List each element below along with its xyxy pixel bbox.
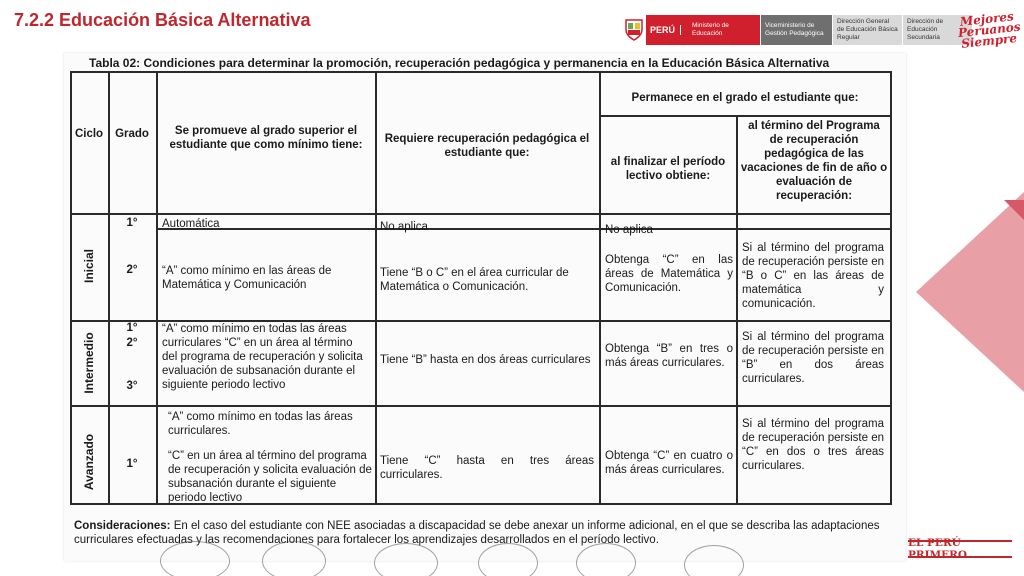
intermedio-termino: Si al término del programa de recuperación persiste en “B” en dos áreas curriculares. bbox=[742, 331, 884, 385]
inicial-g1-promueve: Automática bbox=[162, 218, 220, 230]
direction-label: Dirección de Educación Secundaria bbox=[902, 15, 972, 45]
peru-shield-icon bbox=[622, 15, 646, 45]
ministry-label: Ministerio de Educación bbox=[692, 15, 760, 45]
inicial-grado-2: 2° bbox=[126, 264, 138, 276]
vice-ministry-label: Viceministerio de Gestión Pedagógica bbox=[760, 15, 832, 45]
considerations-text: En el caso del estudiante con NEE asociadas a discapacidad se debe anexar un informe adicional, en el que se describa las adaptaciones curriculares efectuadas y las recomendaciones para fortalecer los aprendizajes desarrollados en el período lectivo. bbox=[74, 520, 880, 546]
cycle-inicial: Inicial bbox=[82, 249, 96, 284]
header-termino: al término del Programa de recuperación pedagógica de las vacaciones de fin de año o evaluación de recuperación: bbox=[740, 120, 888, 202]
inicial-g2-promueve: “A” como mínimo en las áreas de Matemática y Comunicación bbox=[162, 265, 332, 291]
avanzado-termino: Si al término del programa de recuperación persiste en “C” en dos o tres áreas curriculares. bbox=[742, 418, 884, 472]
footer-logo: EL PERÚ PRIMERO bbox=[908, 540, 1012, 558]
intermedio-grado-1: 1° bbox=[126, 322, 138, 334]
ministry-banner bbox=[622, 15, 972, 45]
header-finalizar: al finalizar el período lectivo obtiene: bbox=[610, 156, 726, 182]
inicial-g2-recuperacion: Tiene “B o C” en el área curricular de Matemática o Comunicación. bbox=[380, 267, 569, 293]
inicial-g2-finalizar: Obtenga “C” en las áreas de Matemática y Comunicación. bbox=[605, 254, 733, 294]
intermedio-grado-3: 3° bbox=[126, 380, 138, 392]
decor-triangle-small bbox=[1004, 200, 1024, 220]
avanzado-finalizar: Obtenga “C” en cuatro o más áreas curriculares. bbox=[605, 450, 733, 476]
intermedio-finalizar: Obtenga “B” en tres o más áreas curriculares. bbox=[605, 343, 733, 369]
header-permanece: Permanece en el grado el estudiante que: bbox=[631, 92, 859, 104]
stamp-seal bbox=[576, 543, 636, 576]
inicial-g1-recuperacion: No aplica bbox=[380, 221, 428, 233]
inicial-g2-termino: Si al término del programa de recuperación persiste en “B o C” en las áreas de matemática y comunicación. bbox=[742, 242, 884, 310]
cycle-avanzado: Avanzado bbox=[82, 433, 96, 491]
intermedio-recuperacion: Tiene “B” hasta en dos áreas curriculares bbox=[380, 354, 591, 366]
header-promueve: Se promueve al grado superior el estudiante que como mínimo tiene: bbox=[169, 125, 363, 151]
country-label: PERÚ bbox=[650, 25, 681, 35]
header-ciclo: Ciclo bbox=[74, 128, 104, 140]
header-grado: Grado bbox=[115, 128, 149, 140]
scanned-document bbox=[64, 53, 906, 561]
intermedio-grado-2: 2° bbox=[126, 337, 138, 349]
header-recuperacion: Requiere recuperación pedagógica el estudiante que: bbox=[384, 133, 590, 159]
peru-block bbox=[646, 15, 692, 45]
avanzado-promueve-a: “A” como mínimo en todas las áreas curriculares. bbox=[168, 411, 353, 437]
brand-logo: Mejores Peruanos Siempre bbox=[957, 9, 1022, 51]
inicial-g1-finalizar: No aplica bbox=[605, 224, 653, 236]
stamp-seal bbox=[160, 541, 230, 576]
table-title: Tabla 02: Condiciones para determinar la promoción, recuperación pedagógica y permanencia en la Educación Básica Alternativa bbox=[89, 56, 830, 70]
intermedio-promueve: “A” como mínimo en todas las áreas curriculares “C” en un área al término del programa de recuperación y solicita evaluación de subsanación durante el siguiente periodo lectivo bbox=[162, 323, 363, 391]
avanzado-grado: 1° bbox=[126, 458, 138, 470]
stamp-seal bbox=[374, 543, 438, 576]
general-direction-label: Dirección General de Educación Básica Regular bbox=[832, 15, 902, 45]
stamp-seal bbox=[684, 545, 744, 576]
decor-triangle-large bbox=[916, 192, 1024, 392]
stamp-seal bbox=[262, 541, 326, 576]
considerations-label: Consideraciones: bbox=[74, 520, 171, 532]
stamp-seal bbox=[478, 543, 538, 576]
avanzado-recuperacion: Tiene “C” hasta en tres áreas curriculares. bbox=[380, 455, 594, 481]
slide-title: 7.2.2 Educación Básica Alternativa bbox=[14, 10, 311, 30]
cycle-intermedio: Intermedio bbox=[82, 332, 96, 394]
inicial-grado-1: 1° bbox=[126, 217, 138, 229]
avanzado-promueve-c: “C” en un área al término del programa de recuperación y solicita evaluación de subsanación durante el siguiente periodo lectivo bbox=[168, 450, 372, 504]
